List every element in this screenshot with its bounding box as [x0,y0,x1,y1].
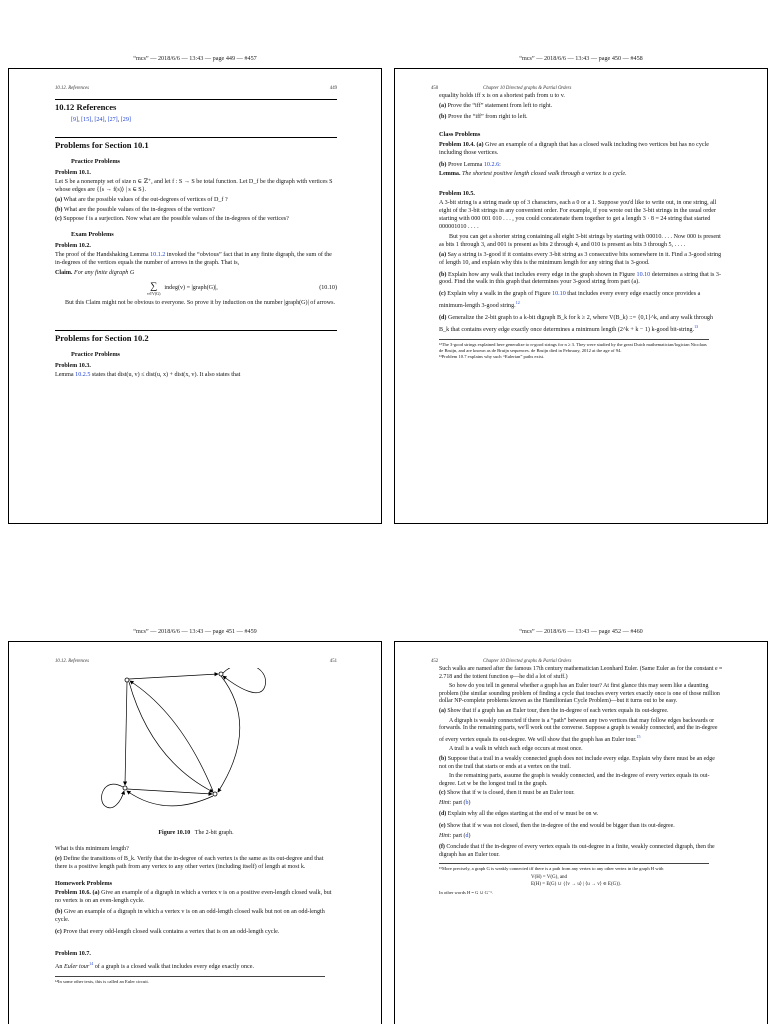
running-head [431,79,723,93]
page-452 [394,641,768,1024]
subheading-homework: Homework Problems [55,879,113,887]
running-head-title: 10.12. References [55,86,90,91]
problem-part: (b) Prove the “iff” from right to left. [439,113,528,120]
paragraph: A digraph is weakly connected if there is a “path” between any two vertices that may follow edges backwards or forwards. In the remaining parts, we'll work out the converse. Suppose a graph is weakly connected, and the in-degree of every vertex equals its out-degree. We will show that the graph has an Euler tour.$^{15}$ [439,717,718,743]
section-heading-10-1: Problems for Section 10.1 [55,137,337,151]
cross-ref-link[interactable]: b [465,799,469,806]
equation-10-10 [55,280,337,298]
graph-edge [129,674,218,679]
graph-edge [130,681,213,791]
ref-link[interactable]: [15] [81,117,92,123]
paragraph: What is this minimum length? [55,845,129,852]
problem-text: The proof of the Handshaking Lemma 10.1.2 invoked the “obvious” fact that in any finite digraph, the sum of the in-degrees of the vertices equals the number of arrows in the graph. That is, [55,252,332,267]
problem-part: (d) Generalize the 2-bit graph to a k-bit digraph B_k for k ≥ 2, where V(B_k) ::= {0,1}^k, and any walk through B_k that contains every edge exactly once determines a minimum length (2^k + k − 1) k-good bit-string.$^{13}$ [439,315,713,334]
problem-title: Problem 10.2. [55,243,91,250]
problem-text: Problem 10.6. (a) Give an example of a digraph in which a vertex v is on a positive even-length closed walk, but no vertex is on an even-length cycle. [55,889,332,904]
graph-vertex [213,792,217,796]
problem-title: Problem 10.1. [55,169,91,176]
subheading-practice: Practice Problems [71,350,121,358]
footnote-ref[interactable]: 12 [515,300,520,306]
problem-part: (b) What are the possible values of the in-degrees of the vertices? [55,206,215,213]
reference-list: [9], [15], [24], [27], [29] [71,117,131,123]
footnote-ref[interactable]: 15 [636,733,641,739]
footnote: ¹²The 3-good strings explained here generalize to n-good strings for n ≥ 3. They were studied by the great Dutch mathematician/logician Nicolaas de Bruijn, and are known as de Bruijn sequences. de Bruijn died in February, 2012 at the age of 94. [439,339,709,354]
problem-part: (a) Prove the “iff” statement from left to right. [439,102,553,109]
page-header-450: “mcs” — 2018/6/6 — 13:43 — page 450 — #458 [519,55,643,62]
subheading-class: Class Problems [439,130,481,138]
footnote: ¹³Problem 10.7 explains why such “Eulerian” paths exist. [439,354,545,359]
hint: Hint: part (b) [439,799,471,806]
page-451 [8,641,382,1024]
problem-text: An Euler tour$^{14}$ of a graph is a closed walk that includes every edge exactly once. [55,961,254,971]
graph-edge [127,789,212,794]
cross-ref-link[interactable]: d [465,832,469,839]
paragraph: Such walks are named after the famous 17th century mathematician Leonhard Euler. (Same Euler as for the constant e ≈ 2.718 and the totient function φ—he did a lot of stuff.) [439,666,723,680]
claim: Claim. For any finite digraph G [55,270,135,277]
running-head [55,79,337,93]
paragraph: In the remaining parts, assume the graph is weakly connected, and the in-degree of every vertex equals its out-degree. Let w be the longest trail in the graph. [439,773,710,787]
paragraph: But this Claim might not be obvious to everyone. So prove it by induction on the number |graph(G)| of arrows. [65,299,336,306]
section-heading-references: 10.12 References [55,99,337,113]
problem-part: (a) Show that if a graph has an Euler tour, then the in-degree of each vertex equals its out-degree. [439,707,669,714]
page-number: 451 [329,659,337,664]
graph-edge [218,676,240,792]
paragraph: So how do you tell in general whether a graph has an Euler tour? At first glance this may seem like a daunting problem (the similar sounding problem of finding a cycle that touches every vertex exactly once is one of those million dollar NP-complete problems known as the Hamiltonian Cycle Problem)—but it turns out to be easy. [439,683,720,705]
problem-part: (e) Show that if w was not closed, then the in-degree of the end would be bigger than its out-degree. [439,823,675,830]
problem-title: Problem 10.5. [439,191,475,198]
problem-part: (c) Show that if w is closed, then it must be an Euler tour. [439,790,575,797]
graph-edge [125,682,127,785]
cross-ref-link[interactable]: 10.2.5 [75,371,91,378]
page-header-451: “mcs” — 2018/6/6 — 13:43 — page 451 — #459 [133,628,257,635]
paragraph: A trail is a walk in which each edge occurs at most once. [449,746,583,753]
footnote-ref[interactable]: 14 [89,961,94,967]
problem-part: (c) Explain why a walk in the graph of Figure 10.10 that includes every every edge exactly once provides a minimum-length 3-good string.$^{12}$ [439,291,701,310]
problem-part: (d) Explain why all the edges starting at the end of w must be on w. [439,811,599,818]
graph-vertex [123,786,127,790]
graph-self-loop [102,784,124,808]
graph-vertex [125,678,129,682]
footnote: ¹⁴In some other texts, this is called an Euler circuit. [55,976,325,985]
page-number: 450 [431,86,439,91]
running-head [431,652,723,666]
subheading-practice: Practice Problems [71,157,121,165]
page-449 [8,68,382,524]
section-heading-10-2: Problems for Section 10.2 [55,330,337,344]
paragraph: equality holds iff x is on a shortest path from u to v. [439,93,565,99]
problem-part: (b) Suppose that a trail in a weakly connected graph does not include every edge. Explain why there must be an edge not on the trail that starts or ends at a vertex on the trail. [439,755,715,770]
footnote-math: V(H) = V(G), and E(H) = E(G) ∪ {⟨v → u⟩ | ⟨u → v⟩ ∈ E(G)}. [531,875,622,888]
problem-part: (c) Prove that every odd-length closed walk contains a vertex that is on an odd-length cycle. [55,929,280,936]
problem-part: (b) Give an example of a digraph in which a vertex v is on an odd-length closed walk but not on an odd-length cycle. [55,909,325,924]
figure-2-bit-graph [55,668,337,826]
sum-subscript: v∈V(G) [147,290,161,296]
ref-link[interactable]: [27] [107,117,118,123]
paragraph: But you can get a shorter string containing all eight 3-bit strings by starting with 00010. . . . Now 000 is present as bits 1 through 3, and 001 is present as bits 2 through 4, and 010 is present as bits 3 through 5, . . . . [439,233,721,248]
running-head [55,652,337,666]
cross-ref-link[interactable]: 10.1.2 [150,252,166,259]
equation-body: indeg(v) = |graph(G)|, [164,285,218,292]
running-head-title: Chapter 10 Directed graphs & Partial Orders [483,659,572,664]
problem-text: A 3-bit string is a string made up of 3 characters, each a 0 or a 1. Suppose you'd like to write out, in one string, all eight of the 3-bit strings in any convenient order. For example, if you wrote out the 3-bit strings in the usual order starting with 000 001 010 . . . , you could concatenate them together to get a length 3 · 8 = 24 string that started 000001010 . . . . [439,200,717,230]
lemma: Lemma. The shortest positive length closed walk through a vertex is a cycle. [439,171,627,178]
subheading-exam: Exam Problems [71,231,114,239]
cross-ref-link[interactable]: 10.2.6 [483,161,500,168]
ref-link[interactable]: [9] [71,117,79,123]
graph-vertex [219,672,223,676]
problem-part: (b) Prove Lemma 10.2.6: [439,161,501,168]
cross-ref-link[interactable]: 10.10 [636,271,651,278]
problem-part: (b) Explain how any walk that includes every edge in the graph shown in Figure 10.10 determines a string that is 3-good. Find the walk in this graph that determines your 3-good string from part (a). [439,271,721,286]
ref-link[interactable]: [24] [94,117,105,123]
problem-text: Problem 10.4. (a) Give an example of a digraph that has a closed walk including two vertices but has no cycle including those vertices. [439,141,709,156]
hint: Hint: part (d) [439,832,471,839]
problem-part: (f) Conclude that if the in-degree of every vertex equals its out-degree in a finite, weakly connected digraph, then the digraph has an Euler tour. [439,844,715,858]
footnote-ref[interactable]: 13 [694,324,699,330]
graph-edge [129,682,213,792]
running-head-title: 10.12. References [55,659,90,664]
problem-part: (e) Define the transitions of B_k. Verify that the in-degree of each vertex is the same as its out-degree and that there is a positive length path from any vertex to any other vertex (including itself) of length at most k. [55,855,324,870]
page-header-452: “mcs” — 2018/6/6 — 13:43 — page 452 — #460 [519,628,643,635]
page-450 [394,68,768,524]
running-head-title: Chapter 10 Directed graphs & Partial Orders [483,86,572,91]
problem-text: Let S be a nonempty set of size n ∈ ℤ⁺, and let f : S → S be total function. Let D_f be the digraph with vertices S whose edges are {⟨s → f(s)⟩ | s ∈ S}. [55,178,333,193]
problem-text: Lemma 10.2.5 states that dist(u, v) ≤ dist(u, x) + dist(x, v). It also states that [55,371,241,378]
page-header-449: “mcs” — 2018/6/6 — 13:43 — page 449 — #457 [133,55,257,62]
cross-ref-link[interactable]: 10.10 [552,291,566,298]
problem-title: Problem 10.3. [55,362,91,369]
sum-sign: ∑ [150,280,158,292]
equation-number: (10.10) [319,285,337,292]
page-number: 452 [431,659,439,664]
footnote: In other words H = G ∪ G⁻¹. [439,890,493,896]
ref-link[interactable]: [29] [120,117,131,123]
page-number: 449 [329,86,337,91]
problem-part: (a) What are the possible values of the out-degrees of vertices of D_f ? [55,196,228,203]
problem-part: (c) Suppose f is a surjection. Now what are the possible values of the in-degrees of the vertices? [55,216,289,223]
figure-caption: Figure 10.10 The 2-bit graph. [158,830,234,836]
problem-part: (a) Say a string is 3-good if it contains every 3-bit string as 3 consecutive bits somewhere in it. Find a 3-good string of length 10, and explain why this is the minimum length for any string that is 3-good. [439,251,722,266]
footnote: ¹⁵More precisely, a graph G is weakly connected iff there is a path from any vertex to any other vertex in the graph H with [439,863,709,872]
problem-title: Problem 10.7. [55,951,91,958]
